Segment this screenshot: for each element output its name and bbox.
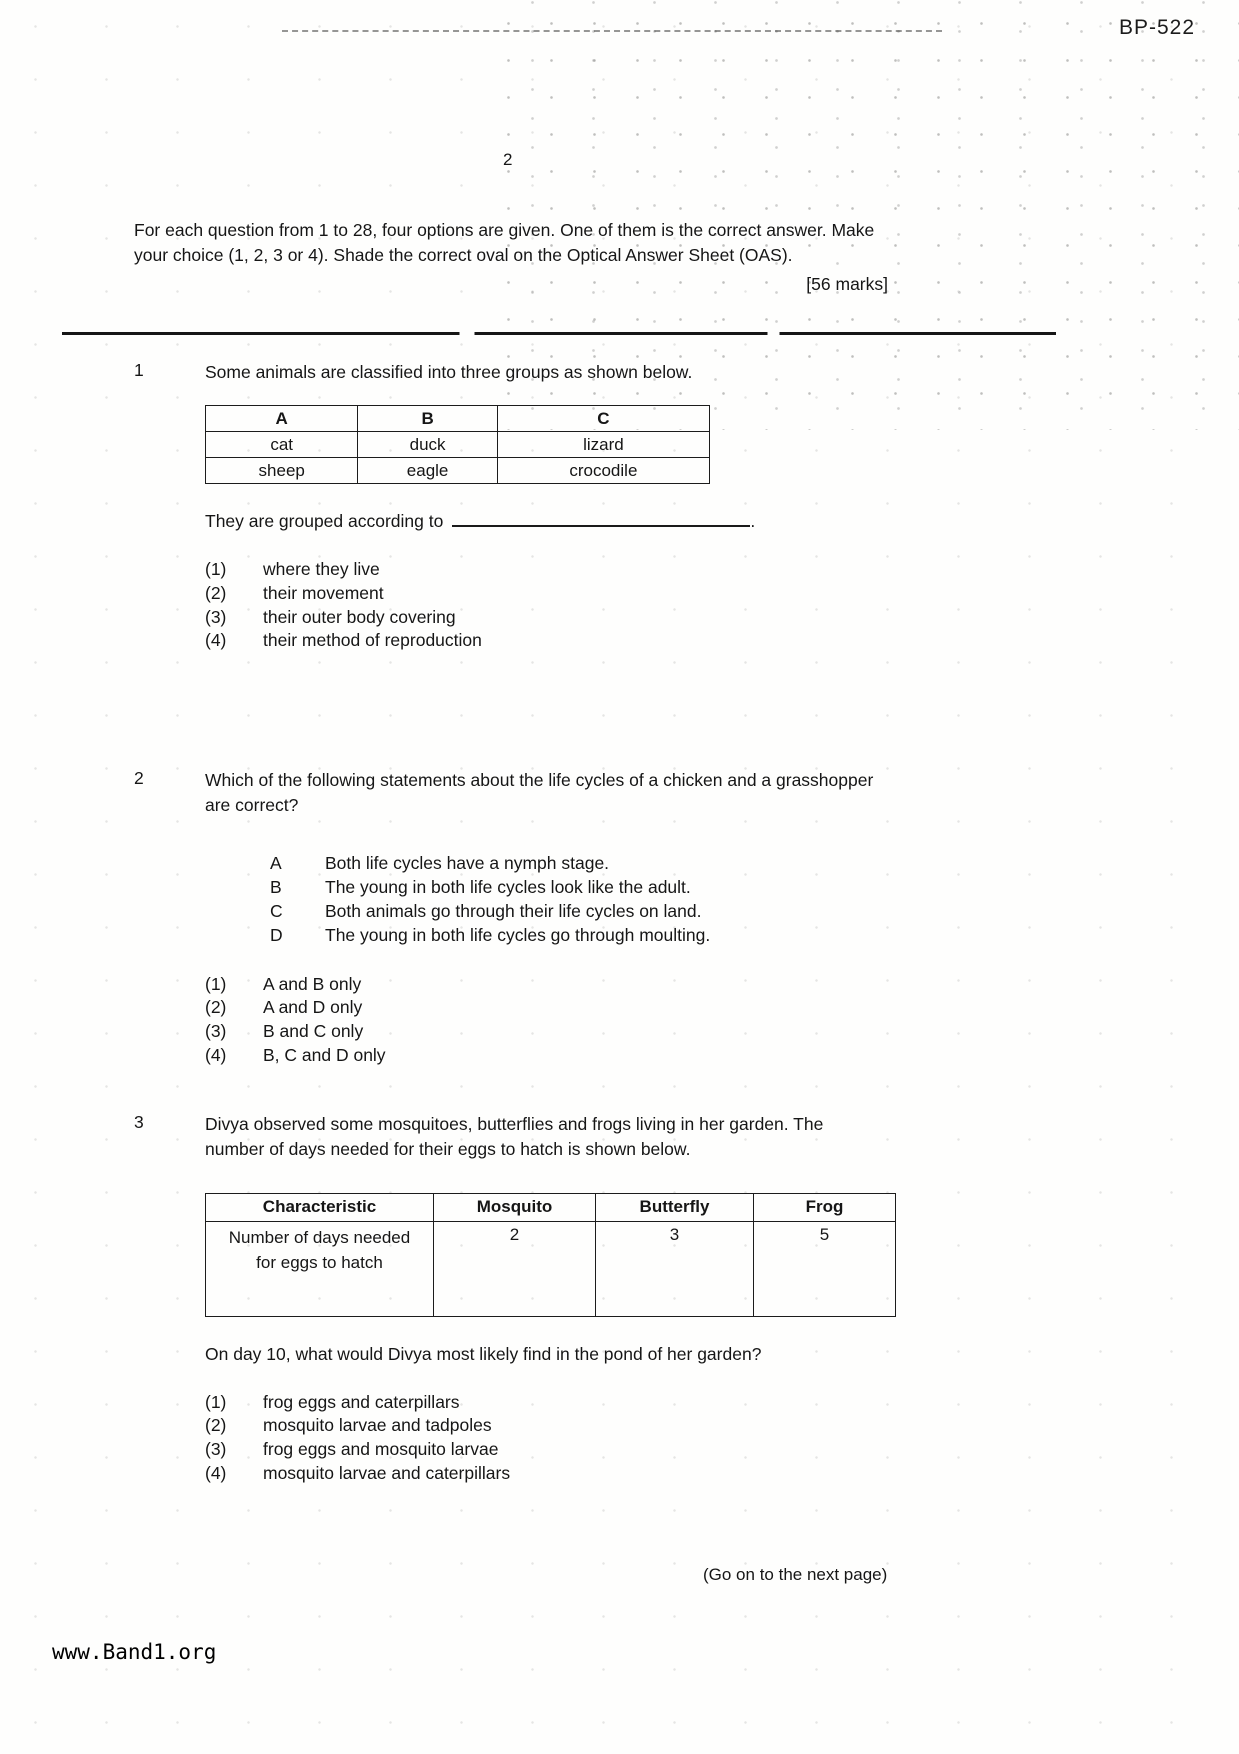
question-1-prompt <box>205 510 974 532</box>
value-cell: 5 <box>754 1221 896 1316</box>
option-text: mosquito larvae and tadpoles <box>263 1415 492 1436</box>
option-1 <box>205 973 974 997</box>
option-2 <box>205 582 974 606</box>
question-2-number: 2 <box>134 768 144 788</box>
column-header: Characteristic <box>206 1193 434 1221</box>
table-row <box>206 432 710 458</box>
page-number: 2 <box>503 150 513 169</box>
column-header: B <box>358 406 497 432</box>
question-2 <box>134 768 974 1067</box>
table-row <box>206 1221 896 1316</box>
row-label-cell <box>206 1221 434 1316</box>
option-number: (2) <box>205 582 227 603</box>
option-text: mosquito larvae and caterpillars <box>263 1462 511 1483</box>
question-2-text: Which of the following statements about the life cycles of a chicken and a grasshopper are correct? <box>205 770 874 816</box>
option-text: their method of reproduction <box>263 630 482 651</box>
option-number: (1) <box>205 559 227 580</box>
table-cell: cat <box>206 432 358 458</box>
option-text: their movement <box>263 582 384 603</box>
statement-text: The young in both life cycles look like the adult. <box>325 876 691 897</box>
option-2 <box>205 1414 1014 1438</box>
value-cell: 2 <box>434 1221 596 1316</box>
option-text: where they live <box>263 559 380 580</box>
option-text: A and B only <box>263 973 362 994</box>
option-number: (2) <box>205 997 227 1018</box>
option-number: (2) <box>205 1415 227 1436</box>
option-number: (4) <box>205 630 227 651</box>
section-instructions <box>134 218 910 297</box>
egg-hatching-table <box>205 1193 896 1317</box>
go-on-note: (Go on to the next page) <box>703 1565 888 1584</box>
table-row <box>206 458 710 484</box>
statement-letter: A <box>270 852 282 873</box>
statement-text: Both animals go through their life cycles on land. <box>325 900 702 921</box>
question-3 <box>134 1112 1014 1485</box>
option-number: (4) <box>205 1044 227 1065</box>
scan-artifact-line <box>282 30 942 32</box>
option-number: (4) <box>205 1462 227 1483</box>
table-header-row <box>206 1193 896 1221</box>
question-2-statements <box>270 851 974 947</box>
option-text: B, C and D only <box>263 1044 386 1065</box>
option-4 <box>205 629 974 653</box>
option-text: their outer body covering <box>263 606 456 627</box>
question-1-number: 1 <box>134 360 144 380</box>
question-3-options <box>205 1391 1014 1485</box>
answer-blank <box>452 510 750 527</box>
divider-line <box>62 332 1056 335</box>
column-header: Frog <box>754 1193 896 1221</box>
question-3-number: 3 <box>134 1112 144 1132</box>
column-header: A <box>206 406 358 432</box>
column-header: Mosquito <box>434 1193 596 1221</box>
table-header-row <box>206 406 710 432</box>
prompt-period: . <box>750 511 756 532</box>
statement-d <box>270 923 974 947</box>
option-text: B and C only <box>263 1020 364 1041</box>
option-text: A and D only <box>263 997 363 1018</box>
table-cell: crocodile <box>497 458 709 484</box>
statement-letter: C <box>270 900 283 921</box>
question-1-text: Some animals are classified into three groups as shown below. <box>205 362 693 382</box>
statement-letter: B <box>270 876 282 897</box>
table-cell: lizard <box>497 432 709 458</box>
option-number: (3) <box>205 1020 227 1041</box>
option-3 <box>205 1438 1014 1462</box>
column-header: Butterfly <box>596 1193 754 1221</box>
row-label: Number of days needed for eggs to hatch <box>228 1227 411 1273</box>
option-text: frog eggs and caterpillars <box>263 1391 460 1412</box>
option-3 <box>205 1020 974 1044</box>
option-number: (3) <box>205 606 227 627</box>
option-4 <box>205 1462 1014 1486</box>
option-number: (1) <box>205 1391 227 1412</box>
statement-c <box>270 899 974 923</box>
table-cell: eagle <box>358 458 497 484</box>
statement-a <box>270 851 974 875</box>
option-2 <box>205 996 974 1020</box>
option-4 <box>205 1044 974 1068</box>
table-cell: duck <box>358 432 497 458</box>
animal-groups-table <box>205 405 710 484</box>
option-1 <box>205 1391 1014 1415</box>
statement-text: The young in both life cycles go through moulting. <box>325 924 711 945</box>
option-number: (1) <box>205 973 227 994</box>
instructions-text: For each question from 1 to 28, four options are given. One of them is the correct answer. Make your choice (1, 2, 3 or 4). Shade the correct oval on the Optical Answer Sheet (OAS). <box>134 220 875 265</box>
booklet-page-code: BP-522 <box>1118 16 1195 39</box>
value-cell: 3 <box>596 1221 754 1316</box>
option-3 <box>205 606 974 630</box>
marks-label: [56 marks] <box>806 273 888 294</box>
statement-text: Both life cycles have a nymph stage. <box>325 852 610 873</box>
question-3-text: Divya observed some mosquitoes, butterflies and frogs living in her garden. The number of days needed for their eggs to hatch is shown below. <box>205 1114 824 1160</box>
option-text: frog eggs and mosquito larvae <box>263 1438 499 1459</box>
question-1-options <box>205 558 974 652</box>
question-1 <box>134 360 974 653</box>
site-watermark: www.Band1.org <box>52 1640 217 1664</box>
column-header: C <box>497 406 709 432</box>
question-3-prompt: On day 10, what would Divya most likely find in the pond of her garden? <box>205 1343 762 1364</box>
question-2-options <box>205 973 974 1067</box>
statement-b <box>270 875 974 899</box>
prompt-text: They are grouped according to <box>205 511 444 532</box>
option-1 <box>205 558 974 582</box>
table-cell: sheep <box>206 458 358 484</box>
statement-letter: D <box>270 924 283 945</box>
option-number: (3) <box>205 1438 227 1459</box>
